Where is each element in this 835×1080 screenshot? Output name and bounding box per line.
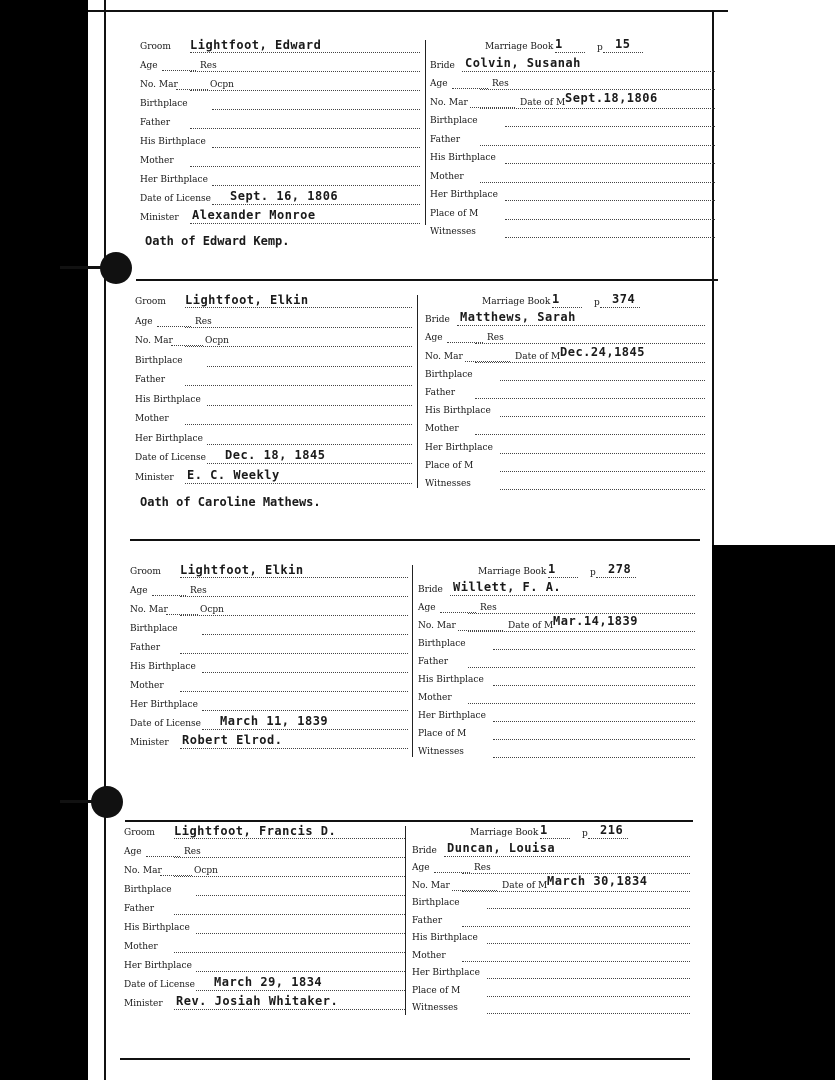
dotted-line (493, 757, 695, 758)
res-label: Res (487, 333, 504, 344)
groom-name: Lightfoot, Edward (190, 38, 322, 52)
dotted-line (480, 108, 715, 109)
page-label: p (597, 43, 603, 53)
marriage-book-number: 1 (548, 562, 556, 576)
mother-label: Mother (418, 693, 452, 703)
dotted-line (457, 325, 705, 326)
dotted-line (493, 739, 695, 740)
dotted-line (505, 200, 715, 201)
res-label: Res (480, 603, 497, 613)
dotted-line (190, 128, 420, 129)
witnesses-label: Witnesses (425, 479, 471, 489)
birthplace-label: Birthplace (412, 898, 460, 908)
dotted-line (207, 463, 412, 464)
no-mar-label: No. Mar (130, 605, 168, 615)
dotted-line (505, 163, 715, 164)
card-divider (405, 826, 406, 1015)
dotted-line (493, 649, 695, 650)
dotted-line (185, 346, 412, 347)
dotted-line (540, 838, 570, 839)
dotted-line (196, 895, 405, 896)
no-mar-label: No. Mar (412, 880, 450, 891)
res-label: Res (200, 61, 217, 71)
groom-label: Groom (124, 828, 155, 838)
marriage-book-label: Marriage Book (485, 42, 554, 52)
dotted-line (462, 926, 690, 927)
hole-line (60, 266, 110, 269)
birthplace-label: Birthplace (130, 624, 178, 634)
father-label: Father (140, 118, 171, 128)
age-label: Age (140, 61, 158, 71)
minister-name: E. C. Weekly (187, 467, 280, 482)
license-date: Dec. 18, 1845 (225, 448, 326, 462)
dotted-line (185, 307, 412, 308)
dotted-line (493, 685, 695, 686)
mother-label: Mother (430, 171, 464, 182)
card-separator (136, 279, 718, 281)
minister-label: Minister (140, 213, 179, 223)
dotted-line (475, 434, 705, 435)
ocpn-label: Ocpn (210, 80, 234, 90)
dotted-line (207, 405, 412, 406)
birthplace-label: Birthplace (430, 116, 478, 126)
ocpn-label: Ocpn (200, 605, 224, 615)
marriage-book-label: Marriage Book (478, 567, 547, 577)
dotted-line (185, 483, 412, 484)
dotted-line (196, 971, 405, 972)
dotted-line (468, 631, 695, 632)
dotted-line (462, 71, 715, 72)
dotted-line (174, 952, 405, 953)
dotted-line (462, 961, 690, 962)
her-birthplace-label: Her Birthplace (124, 961, 192, 971)
no-mar-label: No. Mar (124, 866, 162, 876)
license-date: March 11, 1839 (220, 714, 329, 728)
groom-name: Lightfoot, Elkin (185, 293, 309, 307)
date-of-license-label: Date of License (130, 719, 201, 729)
her-birthplace-label: Her Birthplace (430, 190, 498, 200)
res-label: Res (184, 847, 201, 857)
bride-label: Bride (418, 585, 443, 595)
birthplace-label: Birthplace (135, 355, 183, 366)
res-label: Res (190, 586, 207, 596)
dotted-line (202, 634, 408, 635)
oath-note: Oath of Caroline Mathews. (140, 495, 321, 509)
minister-name: Rev. Josiah Whitaker. (176, 994, 339, 1008)
her-birthplace-label: Her Birthplace (418, 711, 486, 721)
dotted-line (450, 595, 695, 596)
minister-name: Robert Elrod. (182, 733, 283, 747)
place-of-m-label: Place of M (425, 460, 474, 471)
ocpn-label: Ocpn (194, 866, 218, 876)
marriage-book-number: 1 (540, 823, 548, 837)
dotted-line (505, 126, 715, 127)
no-mar-label: No. Mar (425, 351, 463, 362)
dotted-line (174, 876, 405, 877)
scan-border-right (712, 545, 835, 1080)
groom-label: Groom (130, 567, 161, 577)
her-birthplace-label: Her Birthplace (412, 968, 480, 978)
her-birthplace-label: Her Birthplace (140, 175, 208, 185)
his-birthplace-label: His Birthplace (425, 406, 491, 417)
his-birthplace-label: His Birthplace (430, 153, 496, 163)
mother-label: Mother (135, 414, 169, 424)
age-label: Age (425, 333, 443, 344)
dotted-line (185, 424, 412, 425)
dotted-line (475, 362, 705, 363)
no-mar-label: No. Mar (140, 80, 178, 90)
witnesses-label: Witnesses (430, 227, 476, 237)
dotted-line (548, 577, 578, 578)
bride-label: Bride (412, 845, 437, 856)
bride-label: Bride (425, 315, 450, 326)
dotted-line (500, 453, 705, 454)
father-label: Father (135, 375, 166, 385)
dotted-line (190, 52, 420, 53)
dotted-line (480, 145, 715, 146)
date-of-license-label: Date of License (124, 980, 195, 990)
page-label: p (590, 568, 596, 578)
marriage-date: Dec.24,1845 (560, 344, 645, 359)
place-of-m-label: Place of M (430, 208, 479, 219)
age-label: Age (124, 847, 142, 857)
marriage-date: Sept.18,1806 (565, 90, 658, 105)
dotted-line (190, 223, 420, 224)
mother-label: Mother (124, 942, 158, 952)
mother-label: Mother (140, 156, 174, 166)
card-divider (425, 40, 426, 225)
father-label: Father (412, 915, 443, 926)
marriage-book-page: 216 (600, 823, 624, 837)
no-mar-label: No. Mar (418, 621, 456, 631)
dotted-line (212, 204, 420, 205)
minister-label: Minister (135, 472, 174, 483)
dotted-line (174, 838, 405, 839)
dotted-line (500, 416, 705, 417)
dotted-line (180, 615, 408, 616)
oath-note: Oath of Edward Kemp. (145, 234, 290, 248)
scan-margin (88, 0, 102, 1080)
marriage-date: March 30,1834 (547, 873, 648, 888)
her-birthplace-label: Her Birthplace (135, 433, 203, 444)
date-of-m-label: Date of M (502, 880, 548, 891)
dotted-line (180, 748, 408, 749)
his-birthplace-label: His Birthplace (140, 137, 206, 147)
minister-name: Alexander Monroe (192, 208, 316, 222)
groom-label: Groom (135, 297, 166, 307)
witnesses-label: Witnesses (412, 1003, 458, 1013)
age-label: Age (418, 603, 436, 613)
father-label: Father (130, 643, 161, 653)
date-of-license-label: Date of License (140, 194, 211, 204)
dotted-line (196, 933, 405, 934)
dotted-line (480, 182, 715, 183)
date-of-m-label: Date of M (515, 351, 561, 362)
dotted-line (196, 990, 405, 991)
father-label: Father (430, 134, 461, 145)
dotted-line (180, 691, 408, 692)
dotted-line (180, 577, 408, 578)
dotted-line (180, 653, 408, 654)
dotted-line (487, 908, 690, 909)
marriage-book-number: 1 (555, 37, 563, 51)
marriage-book-page: 374 (612, 292, 636, 306)
dotted-line (212, 185, 420, 186)
card-separator (125, 820, 693, 822)
dotted-line (212, 109, 420, 110)
dotted-line (174, 1009, 405, 1010)
dotted-line (190, 166, 420, 167)
bride-label: Bride (430, 60, 455, 71)
card-separator (130, 539, 700, 541)
father-label: Father (124, 904, 155, 914)
dotted-line (202, 729, 408, 730)
mother-label: Mother (425, 424, 459, 435)
date-of-m-label: Date of M (508, 621, 554, 631)
dotted-line (500, 471, 705, 472)
birthplace-label: Birthplace (418, 639, 466, 649)
groom-name: Lightfoot, Elkin (180, 563, 304, 577)
marriage-book-label: Marriage Book (482, 297, 551, 307)
card-divider (417, 295, 418, 488)
dotted-line (202, 672, 408, 673)
dotted-line (487, 1013, 690, 1014)
her-birthplace-label: Her Birthplace (130, 700, 198, 710)
dotted-line (185, 327, 412, 328)
dotted-line (487, 943, 690, 944)
his-birthplace-label: His Birthplace (418, 675, 484, 685)
bride-name: Duncan, Louisa (447, 840, 556, 855)
his-birthplace-label: His Birthplace (412, 933, 478, 943)
license-date: Sept. 16, 1806 (230, 189, 339, 203)
license-date: March 29, 1834 (214, 975, 323, 989)
ocpn-label: Ocpn (205, 336, 229, 346)
dotted-line (487, 996, 690, 997)
marriage-book-page: 278 (608, 562, 632, 576)
father-label: Father (425, 388, 456, 398)
groom-label: Groom (140, 42, 171, 52)
bride-name: Willett, F. A. (453, 580, 562, 594)
place-of-m-label: Place of M (412, 985, 461, 996)
date-of-license-label: Date of License (135, 453, 206, 463)
scan-border-left (0, 0, 88, 1080)
dotted-line (555, 52, 585, 53)
dotted-line (505, 219, 715, 220)
mother-label: Mother (412, 950, 446, 961)
age-label: Age (412, 863, 430, 873)
no-mar-label: No. Mar (430, 97, 468, 108)
dotted-line (207, 366, 412, 367)
dotted-line (552, 307, 582, 308)
page-label: p (582, 829, 588, 839)
dotted-line (462, 891, 690, 892)
res-label: Res (195, 316, 212, 327)
father-label: Father (418, 657, 449, 667)
age-label: Age (135, 316, 153, 327)
page-edge-left (104, 0, 106, 1080)
groom-name: Lightfoot, Francis D. (174, 824, 337, 838)
witnesses-label: Witnesses (418, 747, 464, 757)
marriage-book-label: Marriage Book (470, 828, 539, 838)
dotted-line (185, 385, 412, 386)
card-divider (412, 565, 413, 757)
minister-label: Minister (130, 738, 169, 748)
dotted-line (207, 444, 412, 445)
dotted-line (190, 71, 420, 72)
no-mar-label: No. Mar (135, 336, 173, 346)
dotted-line (603, 52, 643, 53)
dotted-line (500, 489, 705, 490)
dotted-line (475, 398, 705, 399)
marriage-date: Mar.14,1839 (553, 614, 638, 628)
birthplace-label: Birthplace (124, 885, 172, 895)
her-birthplace-label: Her Birthplace (425, 442, 493, 453)
dotted-line (588, 838, 628, 839)
age-label: Age (130, 586, 148, 596)
dotted-line (212, 147, 420, 148)
dotted-line (180, 596, 408, 597)
age-label: Age (430, 79, 448, 89)
mother-label: Mother (130, 681, 164, 691)
marriage-book-number: 1 (552, 292, 560, 306)
dotted-line (174, 857, 405, 858)
dotted-line (468, 703, 695, 704)
dotted-line (468, 667, 695, 668)
res-label: Res (474, 863, 491, 873)
dotted-line (487, 978, 690, 979)
bride-name: Colvin, Susanah (465, 55, 581, 70)
dotted-line (493, 721, 695, 722)
bride-name: Matthews, Sarah (460, 310, 576, 325)
dotted-line (174, 914, 405, 915)
page-label: p (594, 298, 600, 308)
page-edge-top (88, 10, 728, 12)
date-of-m-label: Date of M (520, 97, 566, 108)
dotted-line (505, 237, 715, 238)
hole-line (60, 800, 110, 803)
marriage-book-page: 15 (615, 37, 631, 51)
dotted-line (444, 856, 690, 857)
dotted-line (596, 577, 636, 578)
minister-label: Minister (124, 999, 163, 1009)
res-label: Res (492, 79, 509, 89)
his-birthplace-label: His Birthplace (124, 923, 190, 933)
his-birthplace-label: His Birthplace (135, 394, 201, 405)
birthplace-label: Birthplace (425, 369, 473, 380)
dotted-line (190, 90, 420, 91)
dotted-line (600, 307, 640, 308)
his-birthplace-label: His Birthplace (130, 662, 196, 672)
place-of-m-label: Place of M (418, 729, 467, 739)
dotted-line (202, 710, 408, 711)
dotted-line (500, 380, 705, 381)
card-separator (120, 1058, 690, 1060)
birthplace-label: Birthplace (140, 99, 188, 109)
